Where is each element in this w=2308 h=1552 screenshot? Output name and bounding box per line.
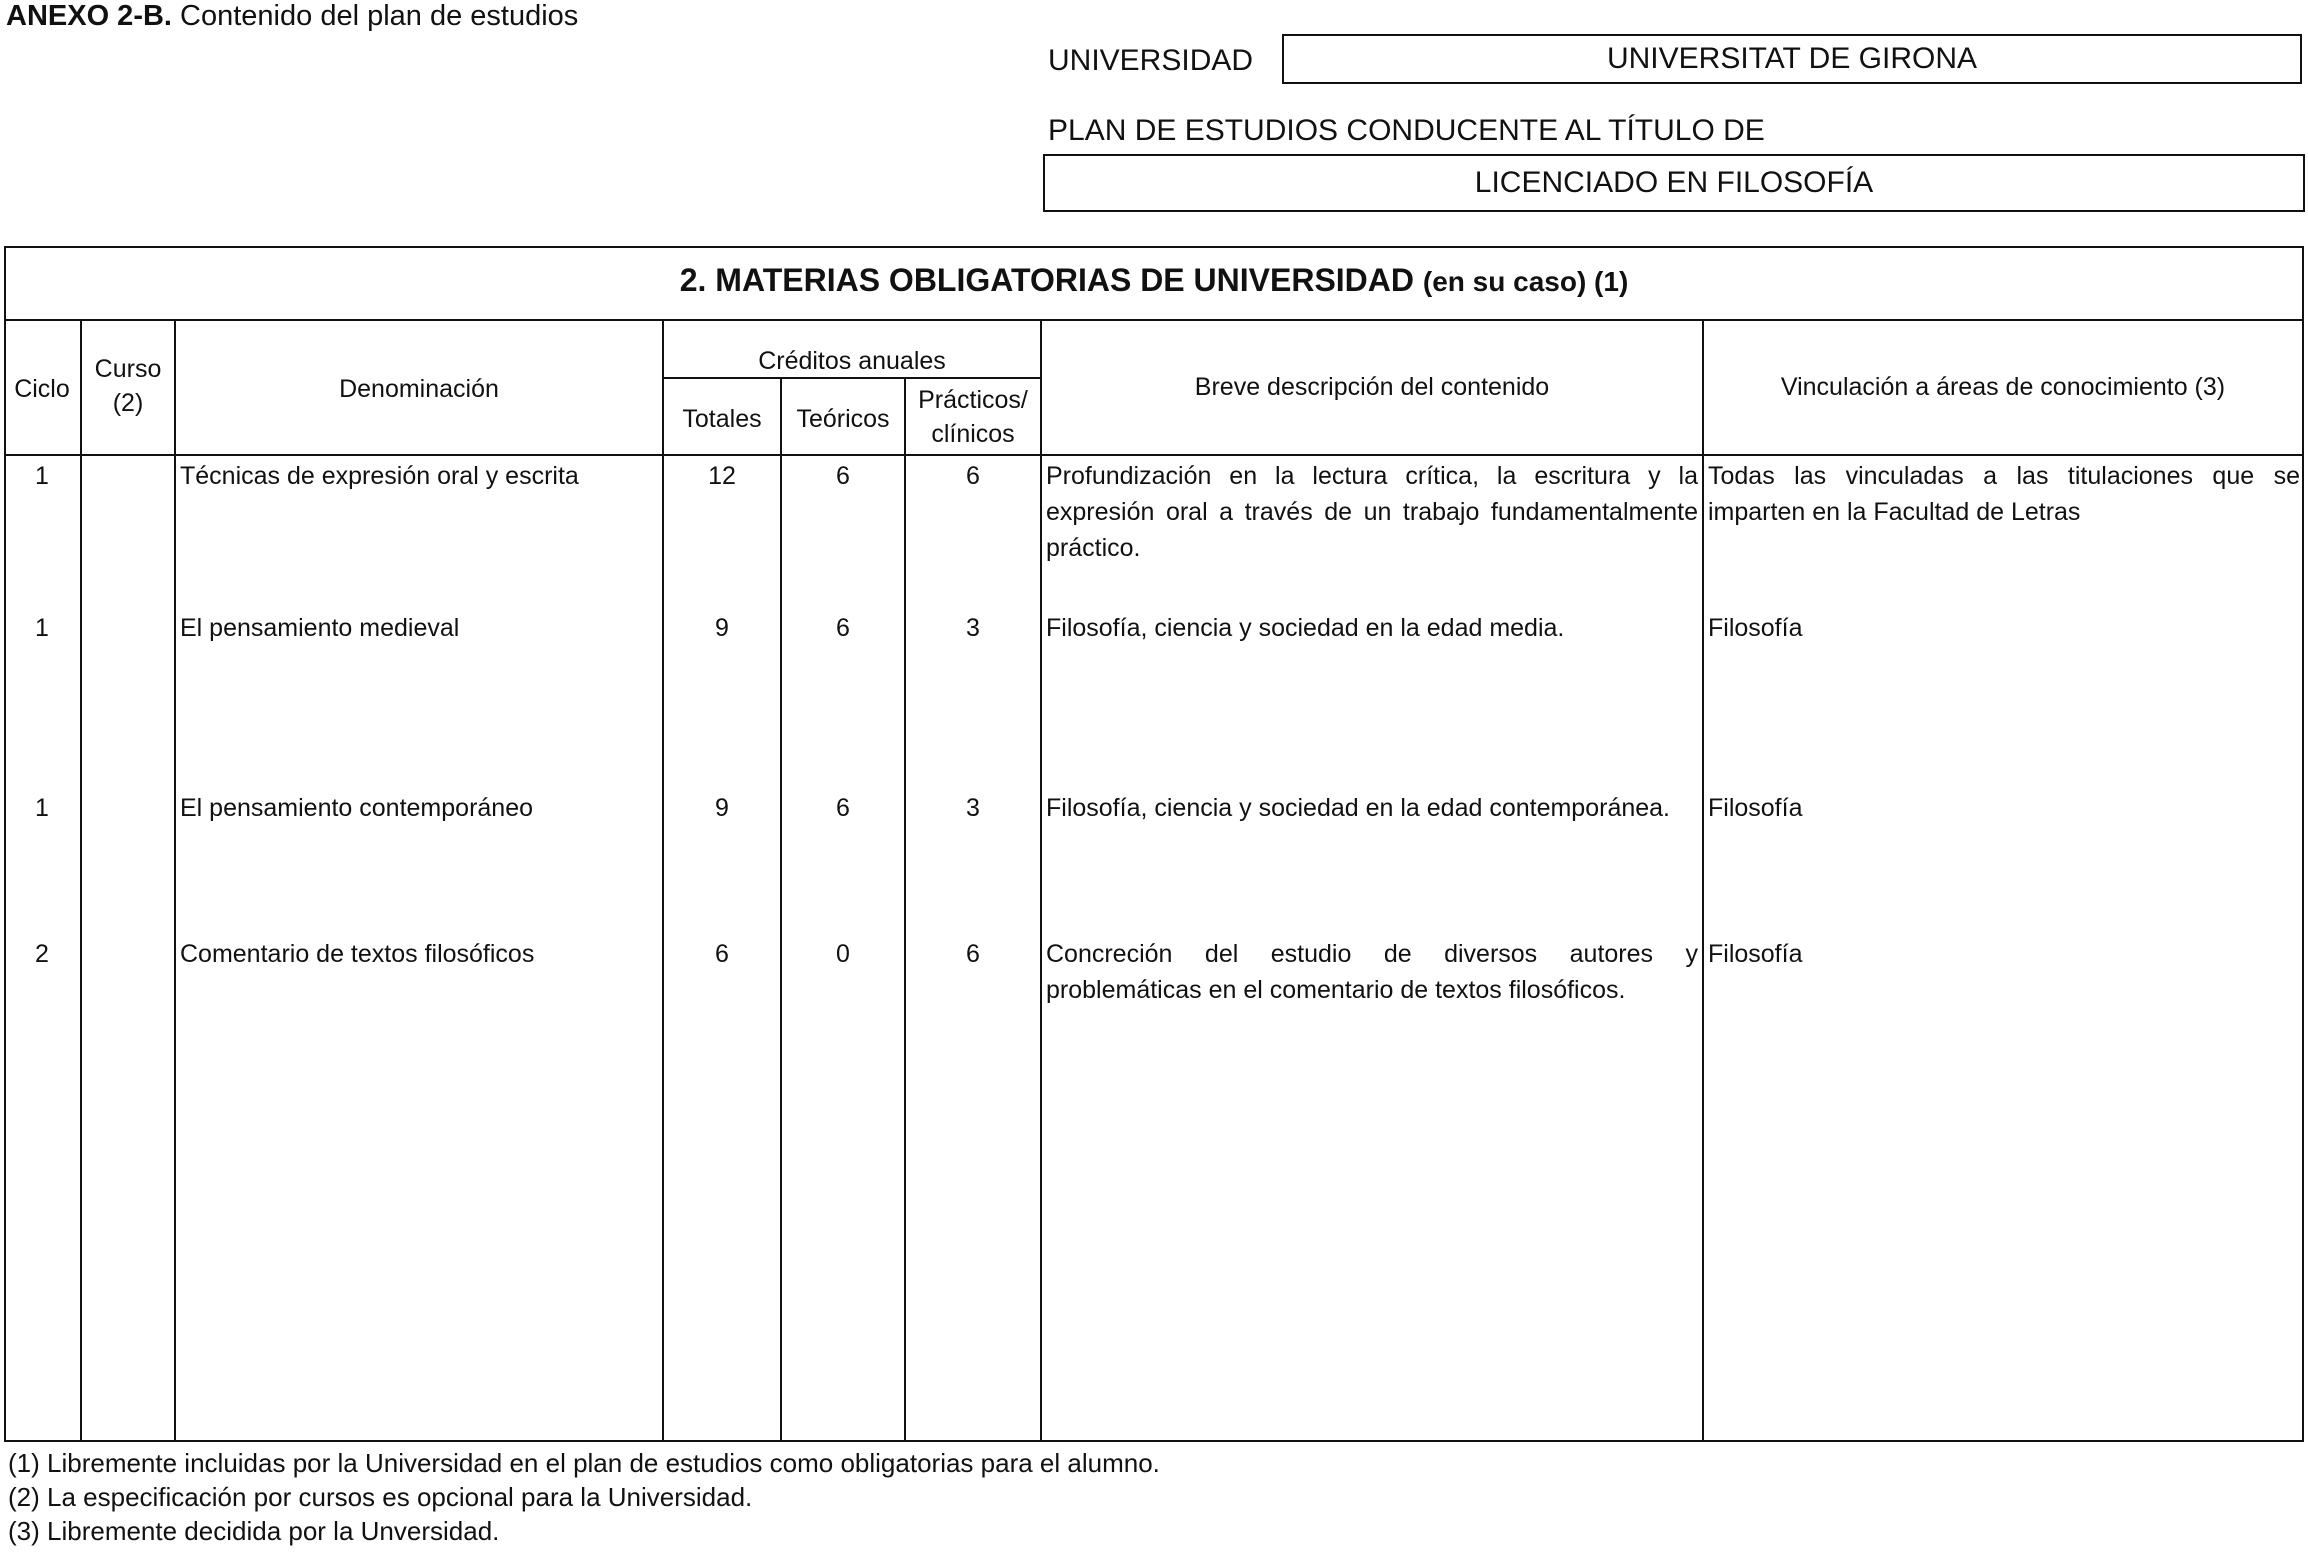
- section-title-suffix: (en su caso) (1): [1422, 266, 1629, 297]
- col-divider-descripcion: [1702, 320, 1704, 1442]
- table-title-rule: [4, 319, 2304, 321]
- table-row-1-descripcion: Profundización en la lectura crítica, la escritura y la expresión oral a través de un trabajo fundamentalmente práctico.: [1046, 462, 1698, 562]
- section-title-main: 2. MATERIAS OBLIGATORIAS DE UNIVERSIDAD: [679, 262, 1414, 298]
- table-row-1-denominacion: Técnicas de expresión oral y escrita: [180, 462, 579, 490]
- col-header-curso-note: (2): [112, 389, 144, 417]
- footnotes: [8, 1446, 1160, 1548]
- table-row-1-vinculacion: Todas las vinculadas a las titulaciones que se imparten en la Facultad de Letras: [1708, 462, 2300, 526]
- table-row-2-practicos: 3: [966, 614, 980, 642]
- table-row-2-totales: 9: [715, 614, 729, 642]
- table-row-4-teoricos: 0: [836, 940, 850, 968]
- col-header-totales: Totales: [682, 405, 762, 433]
- table-row-3-ciclo: 1: [35, 794, 49, 822]
- col-divider-curso: [174, 320, 176, 1442]
- col-divider-ciclo: [80, 320, 82, 1442]
- table-row-3-teoricos: 6: [836, 794, 850, 822]
- table-row-4-vinculacion: Filosofía: [1708, 940, 1803, 968]
- table-row-2-ciclo: 1: [35, 614, 49, 642]
- col-header-practicos-line2: clínicos: [931, 420, 1015, 448]
- plan-label: PLAN DE ESTUDIOS CONDUCENTE AL TÍTULO DE: [1048, 114, 1765, 147]
- table-row-3-denominacion: El pensamiento contemporáneo: [180, 794, 534, 822]
- col-header-descripcion: Breve descripción del contenido: [1194, 373, 1550, 401]
- col-header-curso: [82, 352, 174, 420]
- table-row-1-practicos: 6: [966, 462, 980, 490]
- table-row-2-descripcion: Filosofía, ciencia y sociedad en la edad media.: [1046, 614, 1565, 642]
- annex-label: ANEXO 2-B.: [6, 0, 172, 32]
- col-divider-practicos: [1040, 320, 1042, 1442]
- annex-title: Contenido del plan de estudios: [180, 0, 579, 32]
- subjects-table: [4, 246, 2304, 1442]
- table-row-2-vinculacion: Filosofía: [1708, 614, 1803, 642]
- col-divider-teoricos: [904, 378, 906, 1442]
- table-row-2-denominacion: El pensamiento medieval: [180, 614, 460, 642]
- university-name-box: [1282, 34, 2302, 84]
- table-row-2-teoricos: 6: [836, 614, 850, 642]
- col-header-vinculacion: Vinculación a áreas de conocimiento (3): [1780, 373, 2226, 401]
- annex-heading: [6, 0, 578, 33]
- table-row-4-descripcion: Concreción del estudio de diversos autores y problemáticas en el comentario de textos filosóficos.: [1046, 940, 1698, 1004]
- col-header-creditos: Créditos anuales: [758, 347, 946, 375]
- table-row-4-denominacion: Comentario de textos filosóficos: [180, 940, 535, 968]
- table-row-3-practicos: 3: [966, 794, 980, 822]
- col-header-teoricos: Teóricos: [796, 405, 890, 433]
- university-name: UNIVERSITAT DE GIRONA: [1606, 42, 1978, 75]
- col-header-practicos-line1: Prácticos/: [918, 386, 1028, 414]
- table-row-3-descripcion: Filosofía, ciencia y sociedad en la edad contemporánea.: [1046, 794, 1670, 822]
- col-header-denominacion: Denominación: [339, 375, 499, 403]
- table-row-4-totales: 6: [715, 940, 729, 968]
- table-row-3-vinculacion: Filosofía: [1708, 794, 1803, 822]
- section-title: [4, 262, 2304, 299]
- footnote-3: (3) Libremente decidida por la Unversidad.: [8, 1516, 500, 1546]
- table-row-1-teoricos: 6: [836, 462, 850, 490]
- table-row-4-ciclo: 2: [35, 940, 49, 968]
- footnote-2: (2) La especificación por cursos es opcional para la Universidad.: [8, 1482, 753, 1512]
- degree-name-box: [1043, 154, 2305, 212]
- col-header-curso-label: Curso: [94, 355, 162, 383]
- table-row-4-practicos: 6: [966, 940, 980, 968]
- col-header-ciclo: Ciclo: [14, 375, 70, 403]
- table-row-1-ciclo: 1: [35, 462, 49, 490]
- table-row-3-totales: 9: [715, 794, 729, 822]
- col-divider-totales: [780, 378, 782, 1442]
- footnote-1: (1) Libremente incluidas por la Universidad en el plan de estudios como obligatorias para el alumno.: [8, 1448, 1160, 1478]
- degree-name: LICENCIADO EN FILOSOFÍA: [1474, 166, 1874, 199]
- col-header-practicos: [906, 383, 1040, 451]
- university-label: UNIVERSIDAD: [1048, 44, 1254, 77]
- table-header-rule: [4, 454, 2304, 456]
- table-row-1-totales: 12: [708, 462, 736, 490]
